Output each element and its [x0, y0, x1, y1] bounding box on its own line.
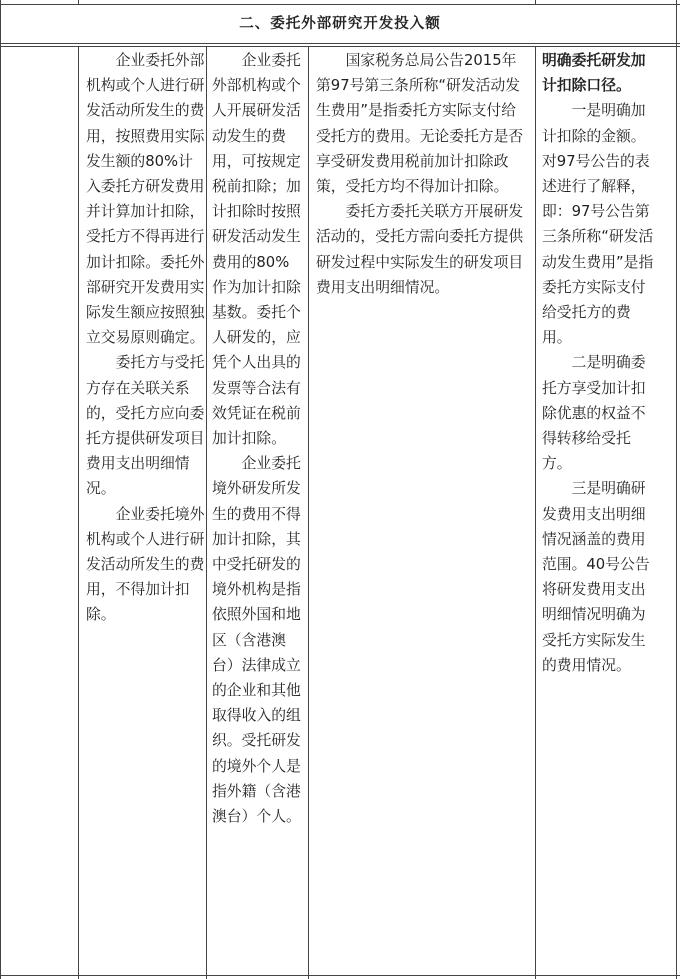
old-policy-paragraph: 企业委托境外机构或个人进行研发活动所发生的费用，不得加计扣除。: [86, 505, 205, 624]
explanation-paragraph: 二是明确委托方享受加计扣除优惠的权益不得转移给受托方。: [542, 354, 646, 473]
table-rule: [0, 975, 680, 976]
table-rule: [78, 46, 79, 979]
explanation-paragraph: 一是明确加计扣除的金额。对97号公告的表述进行了解释，即：97号公告第三条所称“研发活动发生费用”是指委托方实际支付给受托方的费用。: [542, 102, 654, 347]
table-rule: [535, 46, 536, 979]
table-rule: [0, 43, 680, 44]
new-policy-paragraph: 企业委托外部机构或个人开展研发活动发生的费用，可按规定税前扣除；加计扣除时按照研发活动发生费用的80%作为加计扣除基数。委托个人研发的，应凭个人出具的发票等合法有效凭证在税前加计扣除。: [212, 52, 301, 448]
explanation-heading: 明确委托研发加计扣除口径。: [542, 52, 646, 95]
old-policy-cell: [86, 48, 206, 628]
new-policy-paragraph: 企业委托境外研发所发生的费用不得加计扣除，其中受托研发的境外机构是指依照外国和地区（含港澳台）法律成立的企业和其他取得收入的组织。受托研发的境外个人是指外籍（含港澳台）个人。: [212, 455, 301, 826]
announcement-paragraph: 委托方委托关联方开展研发活动的，受托方需向委托方提供研发过程中实际发生的研发项目费用支出明细情况。: [316, 203, 524, 296]
table-rule: [308, 46, 309, 979]
old-policy-paragraph: 委托方与受托方存在关联关系的，受托方应向委托方提供研发项目费用支出明细情况。: [86, 354, 205, 498]
new-policy-cell: [212, 48, 302, 829]
table-rule: [0, 46, 680, 47]
section-title: 二、委托外部研究开发投入额: [239, 16, 441, 32]
table-border: [0, 0, 1, 979]
announcement-cell: [316, 48, 528, 300]
old-policy-paragraph: 企业委托外部机构或个人进行研发活动所发生的费用，按照费用实际发生额的80%计入委托方研发费用并计算加计扣除，受托方不得再进行加计扣除。委托外部研究开发费用实际发生额应按照独立交易原则确定。: [86, 52, 205, 347]
announcement-paragraph: 国家税务总局公告2015年第97号第三条所称“研发活动发生费用”是指委托方实际支付给受托方的费用。无论委托方是否享受研发费用税前加计扣除政策，受托方均不得加计扣除。: [316, 52, 524, 196]
explanation-paragraph: 三是明确研发费用支出明细情况涵盖的费用范围。40号公告将研发费用支出明细情况明确为受托方实际发生的费用情况。: [542, 480, 650, 674]
explanation-cell: [542, 48, 660, 678]
table-rule: [206, 46, 207, 979]
table-border: [676, 0, 677, 979]
